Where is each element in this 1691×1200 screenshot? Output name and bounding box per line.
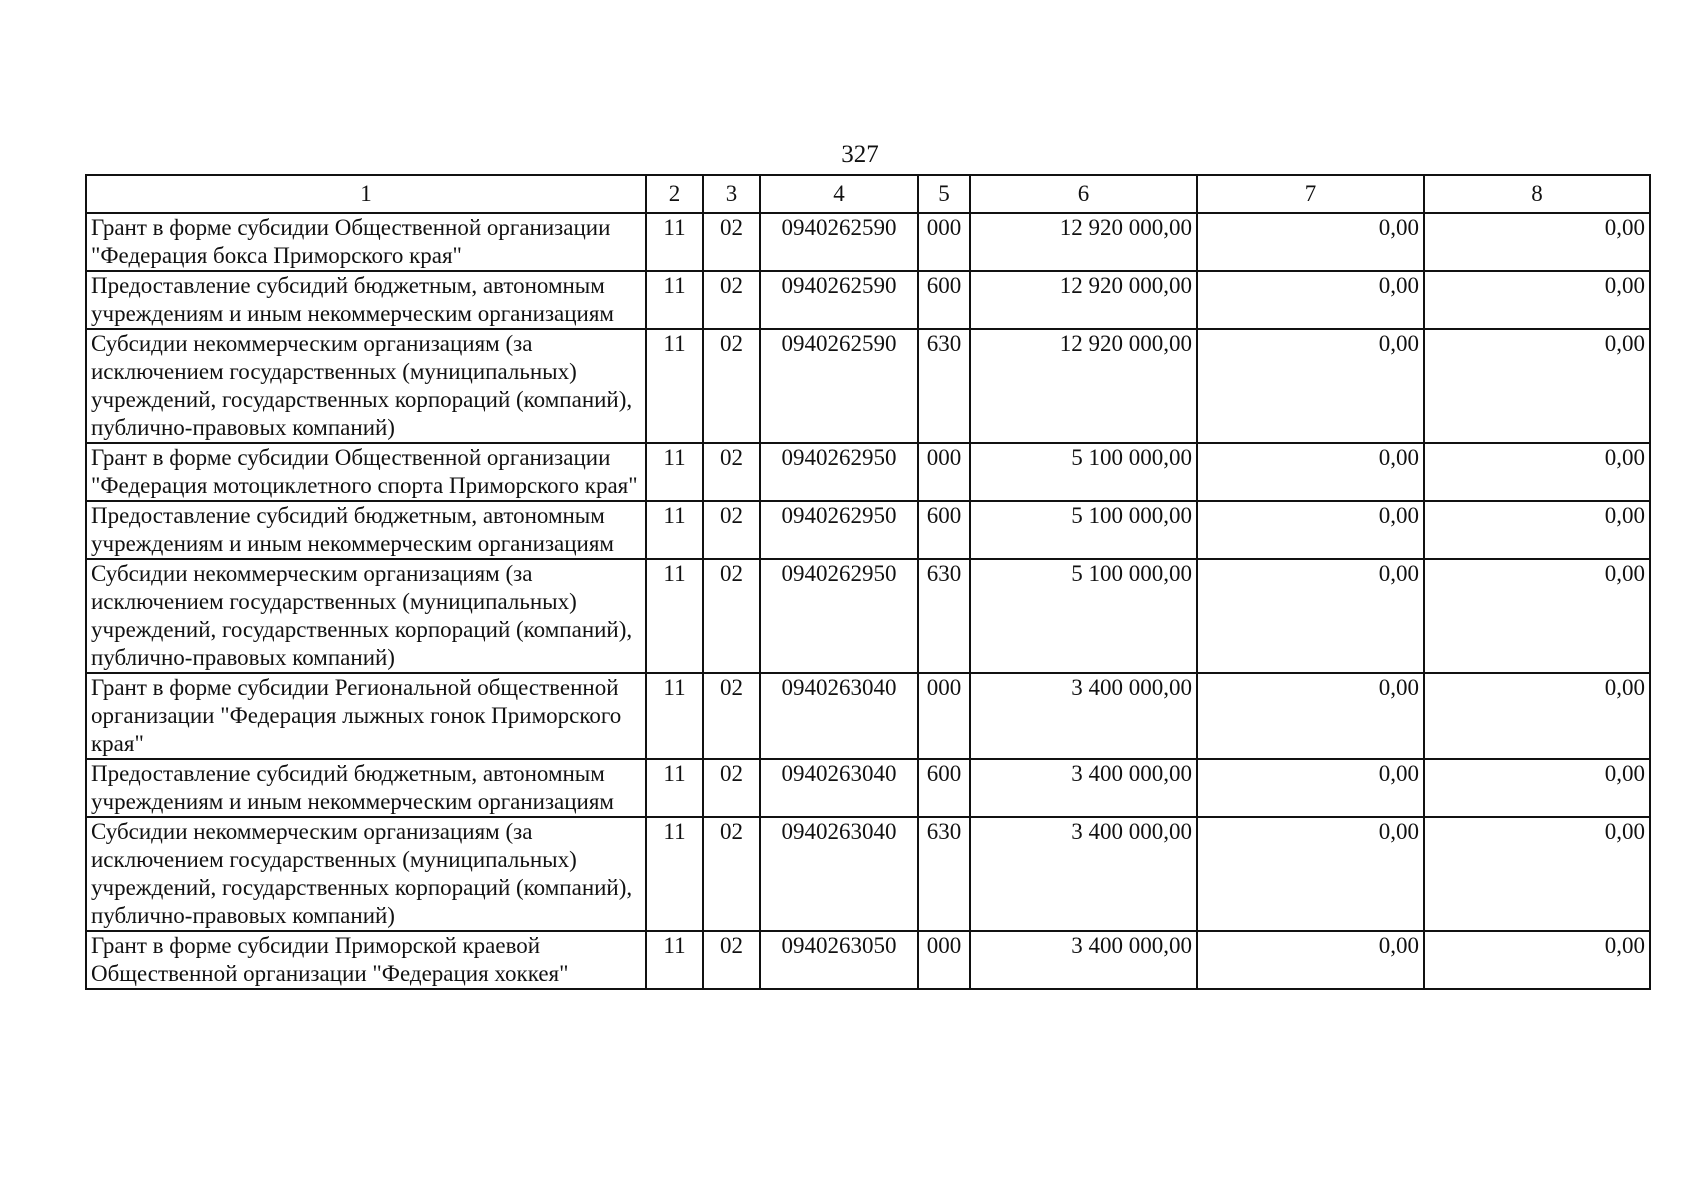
row-name: Субсидии некоммерческим организациям (за исключением государственных (муниципальных) учреждений, государственных корпораций (компаний), публично-правовых компаний) <box>86 559 646 673</box>
row-amount-8: 0,00 <box>1424 329 1650 443</box>
row-subsection: 02 <box>703 931 760 989</box>
row-amount-7: 0,00 <box>1197 213 1424 271</box>
row-name: Предоставление субсидий бюджетным, автономным учреждениям и иным некоммерческим организациям <box>86 759 646 817</box>
row-kind: 630 <box>918 329 970 443</box>
row-amount-8: 0,00 <box>1424 817 1650 931</box>
row-section: 11 <box>646 673 703 759</box>
row-amount-8: 0,00 <box>1424 501 1650 559</box>
row-target: 0940262590 <box>760 329 918 443</box>
table-row <box>86 931 1650 989</box>
column-header-6: 6 <box>970 175 1197 213</box>
row-amount-7: 0,00 <box>1197 443 1424 501</box>
table-row <box>86 501 1650 559</box>
row-section: 11 <box>646 501 703 559</box>
table-row <box>86 329 1650 443</box>
row-subsection: 02 <box>703 501 760 559</box>
column-header-4: 4 <box>760 175 918 213</box>
row-amount-8: 0,00 <box>1424 559 1650 673</box>
row-amount-7: 0,00 <box>1197 329 1424 443</box>
row-target: 0940263050 <box>760 931 918 989</box>
row-target: 0940263040 <box>760 673 918 759</box>
row-section: 11 <box>646 759 703 817</box>
row-kind: 000 <box>918 213 970 271</box>
row-target: 0940263040 <box>760 817 918 931</box>
table-row <box>86 759 1650 817</box>
row-subsection: 02 <box>703 443 760 501</box>
row-section: 11 <box>646 271 703 329</box>
row-kind: 600 <box>918 759 970 817</box>
row-amount-6: 3 400 000,00 <box>970 759 1197 817</box>
column-header-5: 5 <box>918 175 970 213</box>
row-amount-8: 0,00 <box>1424 271 1650 329</box>
row-subsection: 02 <box>703 329 760 443</box>
row-name: Грант в форме субсидии Общественной организации "Федерация мотоциклетного спорта Приморского края" <box>86 443 646 501</box>
row-section: 11 <box>646 817 703 931</box>
column-header-3: 3 <box>703 175 760 213</box>
row-section: 11 <box>646 443 703 501</box>
row-subsection: 02 <box>703 213 760 271</box>
column-header-2: 2 <box>646 175 703 213</box>
row-amount-7: 0,00 <box>1197 817 1424 931</box>
row-target: 0940262950 <box>760 501 918 559</box>
table-row <box>86 559 1650 673</box>
row-subsection: 02 <box>703 817 760 931</box>
row-amount-6: 3 400 000,00 <box>970 673 1197 759</box>
row-kind: 600 <box>918 271 970 329</box>
row-kind: 000 <box>918 931 970 989</box>
row-amount-7: 0,00 <box>1197 559 1424 673</box>
row-kind: 000 <box>918 673 970 759</box>
column-header-8: 8 <box>1424 175 1650 213</box>
table-row <box>86 213 1650 271</box>
row-section: 11 <box>646 931 703 989</box>
row-target: 0940263040 <box>760 759 918 817</box>
table-row <box>86 673 1650 759</box>
row-name: Грант в форме субсидии Приморской краевой Общественной организации "Федерация хоккея" <box>86 931 646 989</box>
row-amount-7: 0,00 <box>1197 759 1424 817</box>
row-amount-8: 0,00 <box>1424 759 1650 817</box>
row-amount-7: 0,00 <box>1197 501 1424 559</box>
row-subsection: 02 <box>703 559 760 673</box>
row-target: 0940262950 <box>760 559 918 673</box>
row-subsection: 02 <box>703 271 760 329</box>
row-name: Предоставление субсидий бюджетным, автономным учреждениям и иным некоммерческим организациям <box>86 501 646 559</box>
row-target: 0940262590 <box>760 271 918 329</box>
row-kind: 600 <box>918 501 970 559</box>
row-amount-7: 0,00 <box>1197 673 1424 759</box>
column-header-1: 1 <box>86 175 646 213</box>
row-subsection: 02 <box>703 759 760 817</box>
row-name: Субсидии некоммерческим организациям (за исключением государственных (муниципальных) учреждений, государственных корпораций (компаний), публично-правовых компаний) <box>86 329 646 443</box>
row-amount-6: 5 100 000,00 <box>970 501 1197 559</box>
row-subsection: 02 <box>703 673 760 759</box>
table-row <box>86 443 1650 501</box>
row-kind: 630 <box>918 817 970 931</box>
row-amount-8: 0,00 <box>1424 931 1650 989</box>
row-amount-7: 0,00 <box>1197 271 1424 329</box>
row-name: Субсидии некоммерческим организациям (за исключением государственных (муниципальных) учреждений, государственных корпораций (компаний), публично-правовых компаний) <box>86 817 646 931</box>
row-amount-6: 12 920 000,00 <box>970 329 1197 443</box>
row-section: 11 <box>646 329 703 443</box>
table-row <box>86 817 1650 931</box>
row-amount-7: 0,00 <box>1197 931 1424 989</box>
page-number: 327 <box>841 141 879 168</box>
budget-table <box>85 174 1651 990</box>
table-row <box>86 271 1650 329</box>
row-amount-8: 0,00 <box>1424 213 1650 271</box>
row-amount-6: 12 920 000,00 <box>970 271 1197 329</box>
header-row <box>86 175 1650 213</box>
row-kind: 630 <box>918 559 970 673</box>
row-name: Грант в форме субсидии Общественной организации "Федерация бокса Приморского края" <box>86 213 646 271</box>
row-target: 0940262950 <box>760 443 918 501</box>
column-header-7: 7 <box>1197 175 1424 213</box>
row-amount-6: 3 400 000,00 <box>970 817 1197 931</box>
row-amount-6: 12 920 000,00 <box>970 213 1197 271</box>
row-name: Грант в форме субсидии Региональной общественной организации "Федерация лыжных гонок Приморского края" <box>86 673 646 759</box>
row-section: 11 <box>646 213 703 271</box>
row-amount-6: 5 100 000,00 <box>970 443 1197 501</box>
row-section: 11 <box>646 559 703 673</box>
row-amount-8: 0,00 <box>1424 673 1650 759</box>
row-kind: 000 <box>918 443 970 501</box>
row-name: Предоставление субсидий бюджетным, автономным учреждениям и иным некоммерческим организациям <box>86 271 646 329</box>
row-amount-6: 3 400 000,00 <box>970 931 1197 989</box>
row-amount-8: 0,00 <box>1424 443 1650 501</box>
row-target: 0940262590 <box>760 213 918 271</box>
row-amount-6: 5 100 000,00 <box>970 559 1197 673</box>
